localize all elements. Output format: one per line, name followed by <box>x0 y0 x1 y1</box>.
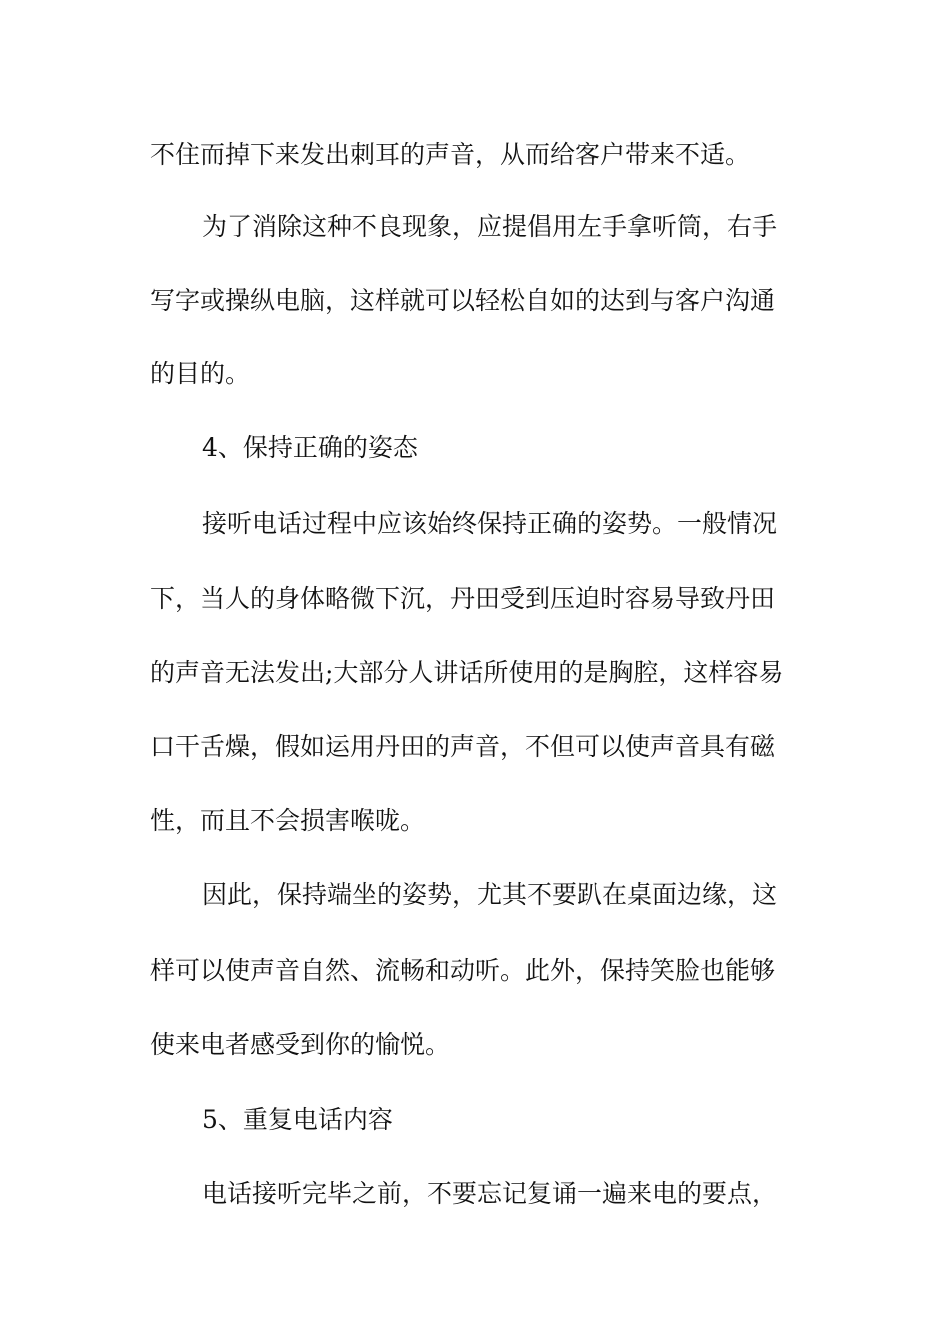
paragraph-start-line: 电话接听完毕之前，不要忘记复诵一遍来电的要点， <box>202 1179 778 1208</box>
text-line: 下，当人的身体略微下沉，丹田受到压迫时容易导致丹田 <box>150 584 776 613</box>
text-line: 口干舌燥，假如运用丹田的声音，不但可以使声音具有磁 <box>150 732 776 761</box>
paragraph-start-line: 接听电话过程中应该始终保持正确的姿势。一般情况 <box>202 509 778 538</box>
text-line: 的声音无法发出;大部分人讲话所使用的是胸腔，这样容易 <box>150 658 784 687</box>
text-line: 使来电者感受到你的愉悦。 <box>150 1030 451 1059</box>
text-line: 的目的。 <box>150 359 251 388</box>
paragraph-start-line: 为了消除这种不良现象，应提倡用左手拿听筒，右手 <box>202 212 778 241</box>
text-line: 不住而掉下来发出刺耳的声音，从而给客户带来不适。 <box>150 140 751 169</box>
section-heading: 5、重复电话内容 <box>202 1105 393 1134</box>
paragraph-start-line: 因此，保持端坐的姿势，尤其不要趴在桌面边缘，这 <box>202 880 778 909</box>
section-heading: 4、保持正确的姿态 <box>202 433 418 462</box>
text-line: 样可以使声音自然、流畅和动听。此外，保持笑脸也能够 <box>150 956 776 985</box>
text-line: 写字或操纵电脑，这样就可以轻松自如的达到与客户沟通 <box>150 286 776 315</box>
text-line: 性，而且不会损害喉咙。 <box>150 806 426 835</box>
